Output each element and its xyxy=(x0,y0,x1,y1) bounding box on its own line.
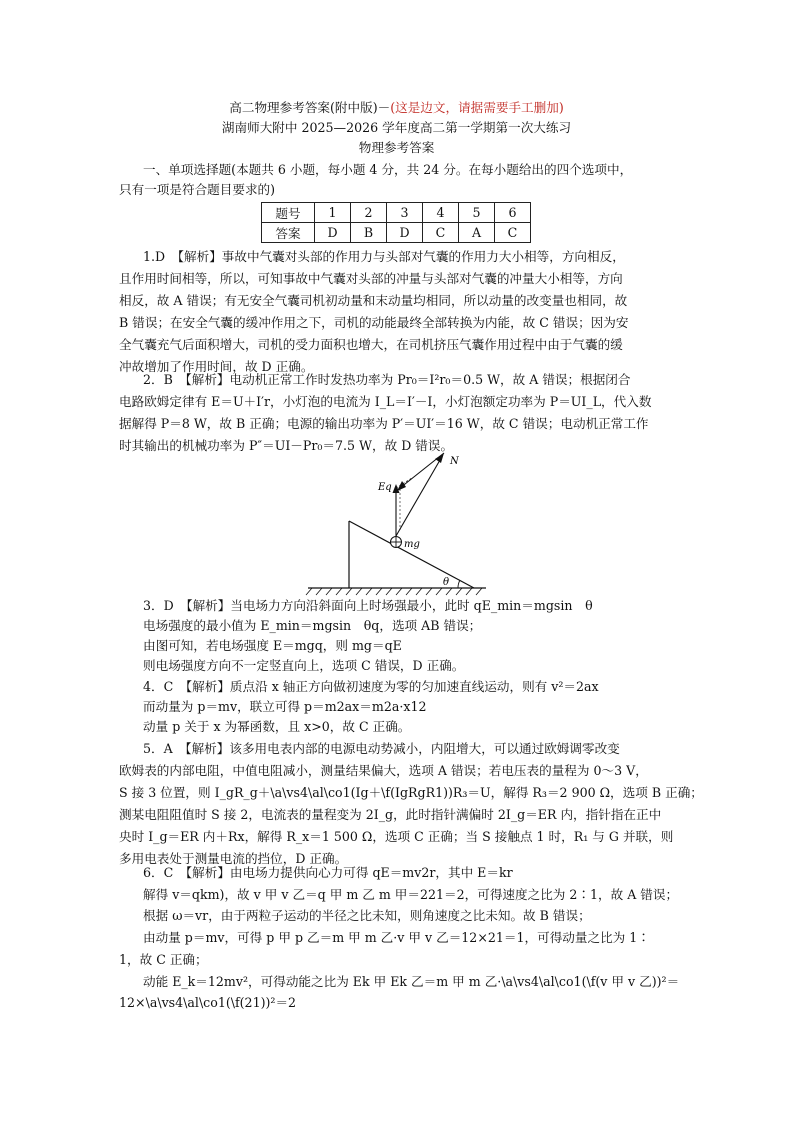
q6-line: 动能 E_k＝12mv²，可得动能之比为 Ek 甲 Ek 乙＝m 甲 m 乙·\a\vs4\al\co1(\f(v 甲 v 乙))²＝ xyxy=(143,974,680,989)
force-triangle-side xyxy=(400,453,444,488)
q5-line: 央时 I_g＝ER 内＋Rx，解得 R_x＝1 500 Ω，选项 C 正确；当 S 接触点 1 时，R₁ 与 G 并联，则 xyxy=(119,829,674,844)
q3-line: 电场强度的最小值为 E_min＝mgsin θq，选项 AB 错误； xyxy=(143,618,482,633)
question-number-cell: 4 xyxy=(423,203,459,223)
q1-line: 相反，故 A 错误；有无安全气囊司机初动量和末动量均相同，所以动量的改变量也相同，故 xyxy=(119,293,628,308)
q4-line: 动量 p 关于 x 为幂函数，且 x>0，故 C 正确。 xyxy=(143,719,411,734)
q5-line: 5．A 【解析】该多用电表内部的电源电动势减小，内阻增大，可以通过欧姆调零改变 xyxy=(143,741,620,756)
q4-line: 4．C 【解析】质点沿 x 轴正方向做初速度为零的匀加速直线运动，则有 v²＝2ax xyxy=(143,679,599,694)
q2-line: 2．B 【解析】电动机正常工作时发热功率为 Pr₀＝I²r₀＝0.5 W，故 A 错误；根据闭合 xyxy=(143,372,631,387)
q6-line: 根据 ω＝vr，由于两粒子运动的半径之比未知，则角速度之比未知。故 B 错误； xyxy=(143,908,591,923)
q1-line: 且作用时间相等，所以，可知事故中气囊对头部的冲量与头部对气囊的冲量大小相等，方向 xyxy=(119,271,623,286)
q4-line: 而动量为 p＝mv，联立可得 p＝m2ax＝m2a·x12 xyxy=(143,699,427,714)
answer-cell: D xyxy=(387,223,423,243)
exam-subtitle: 湖南师大附中 2025—2026 学年度高二第一学期第一次大练习 xyxy=(221,120,572,135)
label-Eq: Eq xyxy=(378,482,392,493)
title-main: 高二物理参考答案(附中版)－ xyxy=(229,100,391,115)
title-note: (这是边文，请据需要手工删加) xyxy=(390,100,564,115)
answer-cell: C xyxy=(423,223,459,243)
q2-line: 时其输出的机械功率为 P″＝UI－Pr₀＝7.5 W，故 D 错误。 xyxy=(119,438,454,453)
q5-line: S 接 3 位置，则 I_gR_g＋\a\vs4\al\co1(Ig＋\f(IgRgR1))R₃＝U，解得 R₃＝2 900 Ω，选项 B 正确； xyxy=(119,785,703,800)
answer-cell: C xyxy=(495,223,531,243)
normal-force-arrow xyxy=(396,460,440,536)
q3-line: 则电场强度方向不一定竖直向上，选项 C 错误，D 正确。 xyxy=(143,658,465,673)
ground-hatch xyxy=(306,588,482,595)
q1-line: B 错误；在安全气囊的缓冲作用之下，司机的动能最终全部转换为内能，故 C 错误；因为安 xyxy=(119,315,629,330)
table-header-cell: 题号 xyxy=(262,203,315,223)
q5-line: 测某电阻阻值时 S 接 2，电流表的量程变为 2I_g，此时指针满偏时 2I_g＝ER 内，指针指在正中 xyxy=(119,807,662,822)
question-number-cell: 5 xyxy=(459,203,495,223)
incline-slope xyxy=(349,521,474,588)
theta-arc xyxy=(458,580,460,588)
question-number-cell: 3 xyxy=(387,203,423,223)
q6-line: 12×\a\vs4\al\co1(\f(21))²＝2 xyxy=(119,995,297,1010)
q3-line: 3．D 【解析】当电场力方向沿斜面向上时场强最小，此时 qE_min＝mgsin θ xyxy=(143,598,593,613)
q2-line: 据解得 P＝8 W，故 B 正确；电源的输出功率为 P′＝UI′＝16 W，故 C 错误；电动机正常工作 xyxy=(119,416,649,431)
question-number-cell: 2 xyxy=(351,203,387,223)
q6-line: 1，故 C 正确； xyxy=(119,952,208,967)
label-N: N xyxy=(450,456,459,467)
q3-line: 由图可知，若电场强度 E＝mgq，则 mg＝qE xyxy=(143,638,402,653)
answer-cell: B xyxy=(351,223,387,243)
q1-line: 全气囊充气后面积增大，司机的受力面积也增大，在司机挤压气囊作用过程中由于气囊的缓 xyxy=(119,337,623,352)
q6-line: 6．C 【解析】由电场力提供向心力可得 qE＝mv2r，其中 E＝kr xyxy=(143,865,513,880)
q5-line: 欧姆表的内部电阻，中值电阻减小，测量结果偏大，选项 A 错误；若电压表的量程为 0～3 V， xyxy=(119,763,648,778)
q6-line: 由动量 p＝mv，可得 p 甲 p 乙＝m 甲 m 乙·v 甲 v 乙＝12×21＝1，可得动量之比为 1∶ xyxy=(143,930,650,945)
question-number-cell: 6 xyxy=(495,203,531,223)
q1-line: 1.D 【解析】事故中气囊对头部的作用力与头部对气囊的作用力大小相等，方向相反， xyxy=(143,249,625,264)
section-intro-line-1: 一、单项选择题(本题共 6 小题，每小题 4 分，共 24 分。在每小题给出的四个选项中， xyxy=(143,162,633,177)
answer-heading: 物理参考答案 xyxy=(358,140,435,155)
q6-line: 解得 v＝qkm)，故 v 甲 v 乙＝q 甲 m 乙 m 甲＝221＝2，可得速度之比为 2∶1，故 A 错误； xyxy=(143,887,679,902)
q1-line: 冲故增加了作用时间，故 D 正确。 xyxy=(119,359,314,374)
label-theta: θ xyxy=(443,577,450,588)
section-intro-line-2: 只有一项是符合题目要求的) xyxy=(119,182,276,197)
answer-cell: A xyxy=(459,223,495,243)
label-mg: mg xyxy=(404,539,420,550)
answer-cell: D xyxy=(315,223,351,243)
question-number-cell: 1 xyxy=(315,203,351,223)
q5-line: 多用电表处于测量电流的挡位，D 正确。 xyxy=(119,851,348,866)
q2-line: 电路欧姆定律有 E＝U＋I′r，小灯泡的电流为 I_L＝I′－I，小灯泡额定功率为 P＝UI_L，代入数 xyxy=(119,394,652,409)
table-header-cell: 答案 xyxy=(262,223,315,243)
